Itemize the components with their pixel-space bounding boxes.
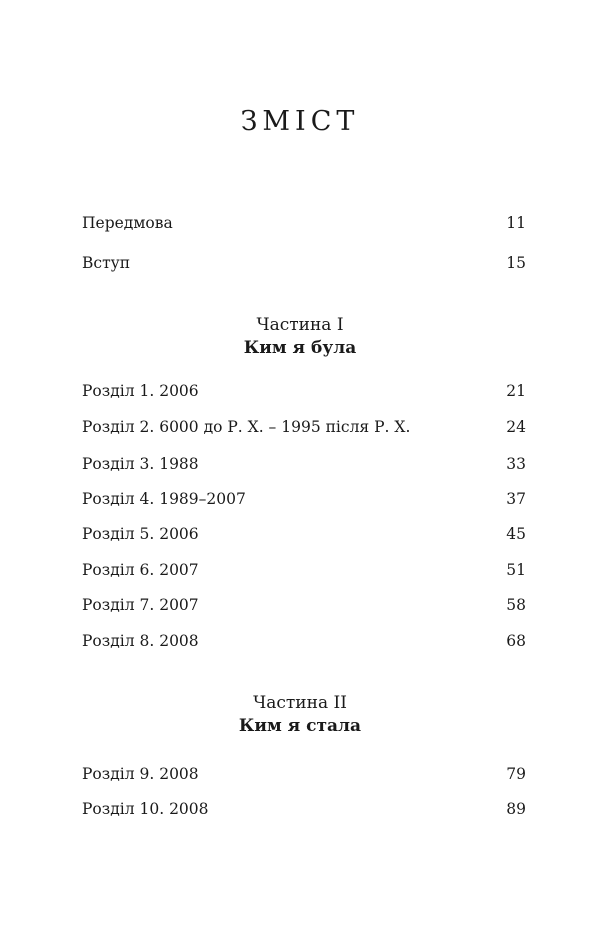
toc-entry-introduction[interactable] bbox=[82, 254, 526, 272]
page-title: ЗМІСТ bbox=[240, 106, 360, 138]
entry-page-number: 89 bbox=[506, 800, 526, 818]
toc-entry-chapter[interactable] bbox=[82, 596, 526, 614]
entry-label: Розділ 6. 2007 bbox=[82, 561, 199, 579]
toc-entry-chapter[interactable] bbox=[82, 382, 526, 400]
entry-page-number: 37 bbox=[506, 490, 526, 508]
entry-label: Розділ 1. 2006 bbox=[82, 382, 199, 400]
entry-label: Розділ 8. 2008 bbox=[82, 632, 199, 650]
entry-page-number: 24 bbox=[506, 418, 526, 436]
entry-page-number: 79 bbox=[506, 765, 526, 783]
entry-page-number: 21 bbox=[506, 382, 526, 400]
toc-entry-chapter[interactable] bbox=[82, 632, 526, 650]
entry-label: Вступ bbox=[82, 254, 131, 272]
entry-label: Розділ 5. 2006 bbox=[82, 525, 199, 543]
toc-entry-chapter[interactable] bbox=[82, 455, 526, 473]
entry-label: Розділ 2. 6000 до Р. Х. – 1995 після Р. Х. bbox=[82, 418, 411, 436]
entry-page-number: 15 bbox=[506, 254, 526, 272]
entry-page-number: 51 bbox=[506, 561, 526, 579]
part-title: Ким я була bbox=[243, 338, 357, 358]
entry-page-number: 58 bbox=[506, 596, 526, 614]
entry-label: Розділ 10. 2008 bbox=[82, 800, 209, 818]
entry-page-number: 45 bbox=[506, 525, 526, 543]
toc-entry-chapter[interactable] bbox=[82, 561, 526, 579]
toc-entry-chapter[interactable] bbox=[82, 800, 526, 818]
part-heading bbox=[0, 315, 600, 358]
entry-label: Розділ 7. 2007 bbox=[82, 596, 199, 614]
part-label: Частина I bbox=[256, 315, 344, 335]
toc-entry-chapter[interactable] bbox=[82, 765, 526, 783]
entry-page-number: 11 bbox=[506, 214, 526, 232]
entry-label: Розділ 3. 1988 bbox=[82, 455, 199, 473]
entry-label: Розділ 9. 2008 bbox=[82, 765, 199, 783]
toc-entry-chapter[interactable] bbox=[82, 525, 526, 543]
toc-entry-chapter[interactable] bbox=[82, 490, 526, 508]
part-heading bbox=[0, 693, 600, 736]
toc-entry-foreword[interactable] bbox=[82, 214, 526, 232]
entry-label: Передмова bbox=[82, 214, 173, 232]
toc-entry-chapter[interactable] bbox=[82, 418, 526, 436]
entry-page-number: 68 bbox=[506, 632, 526, 650]
part-label: Частина II bbox=[253, 693, 347, 713]
part-title: Ким я стала bbox=[238, 716, 362, 736]
entry-page-number: 33 bbox=[506, 455, 526, 473]
entry-label: Розділ 4. 1989–2007 bbox=[82, 490, 246, 508]
